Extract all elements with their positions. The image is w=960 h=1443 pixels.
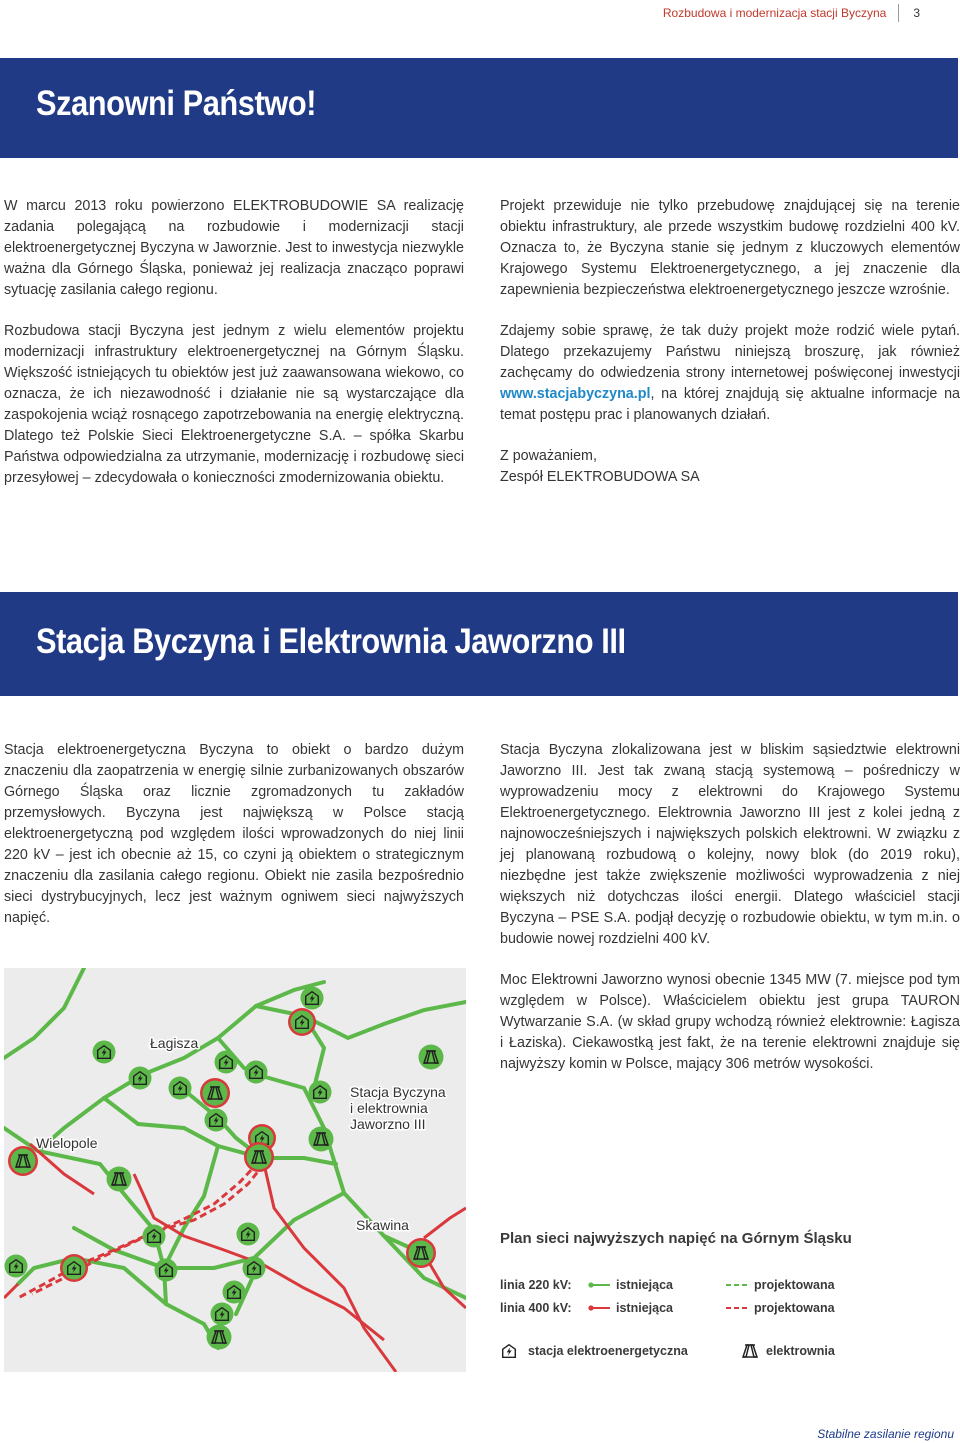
greeting-paragraph-1: W marcu 2013 roku powierzono ELEKTROBUDOWIE SA realizację zadania polegającą na rozbudowie i modernizacji stacji elektroenergetycznej Byczyna w Jaworznie. Jest to inwestycja niezwykle ważna dla Górnego Śląska, ponieważ jej realizacja znacząco poprawi sytuację zasilania całego regionu. [4,198,464,298]
legend-station-label: stacja elektroenergetyczna [528,1344,688,1358]
station-paragraph-3: Moc Elektrowni Jaworzno wynosi obecnie 1345 MW (7. miejsce pod tym względem w Polsce). Właścicielem obiektu jest grupa TAURON Wytwarzanie S.A. (w skład grupy wchodzą również elektrownie: Łagisza i Łaziska). Ciekawostką jest fakt, że na terenie elektrowni znajduje się najwyższy komin w Polsce, mający 306 metrów wysokości. [500,972,960,1072]
legend-row-400 [500,1296,960,1319]
lines-planned [18,1154,266,1298]
map-legend [500,1230,960,1361]
legend-line-400-existing [588,1305,610,1311]
legend-icons [500,1341,960,1361]
greeting-paragraph-2: Rozbudowa stacji Byczyna jest jednym z wielu elementów projektu modernizacji infrastruktury elektroenergetycznej na Górnym Śląsku. Większość istniejących tu obiektów jest już zaawansowana wiekowo, co oznacza, że ich niezawodność i działanie nie są wystarczające dla zaspokojenia wciąż rosnącego zapotrzebowania na energię elektryczną. Dlatego też Polskie Sieci Elektroenergetyczne S.A. – spółka Skarbu Państwa odpowiedzialna za utrzymanie, modernizację i rozbudowę sieci przesyłowej – zdecydowała o konieczności zmodernizowania obiektu. [4,323,464,486]
station-paragraph-2: Stacja Byczyna zlokalizowana jest w bliskim sąsiedztwie elektrowni Jaworzno III. Jest tak zwaną stacją systemową – pośredniczy w wyprowadzeniu mocy z elektrowni do Krajowego Systemu Elektroenergetycznego. Elektrownia Jaworzno III jest z kolei jedną z najnowocześniejszych i największych polskich elektrowni. W związku z jej planowaną rozbudową o kolejny, nowy blok (do 2019 roku), niezbędne jest także zwiększenie możliwości wyprowadzenia z niej większych niż dotychczas ilości energii. Dlatego właściciel stacji Byczyna – PSE S.A. podjął decyzję o rozbudowie obiektu, w tym m.in. o budowie nowej rozdzielni 400 kV. [500,742,960,947]
map-label-byczyna-2: i elektrownia [350,1100,428,1116]
legend-planned-220: projektowana [754,1277,835,1292]
section-title-greeting: Szanowni Państwo! [36,84,317,123]
section-title-station: Stacja Byczyna i Elektrownia Jaworzno III [36,622,626,661]
legend-label-400: linia 400 kV: [500,1300,572,1315]
legend-plant-label: elektrownia [766,1344,835,1358]
station-paragraph-1: Stacja elektroenergetyczna Byczyna to obiekt o bardzo dużym znaczeniu dla zaopatrzenia w energię silnie zurbanizowanych obszarów Górnego Śląska oraz licznie zgromadzonych tu zakładów przemysłowych. Byczyna jest największą w Polsce stacją elektroenergetyczną pod względem ilości wprowadzonych do niej linii 220 kV – jest ich obecnie aż 15, co czyni ją obiektem o strategicznym znaczeniu dla zasilania całego regionu. Obiekt nie zasila bezpośrednio sieci dystrybucyjnych, lecz jest ważnym ogniwem sieci najwyższych napięć. [4,742,464,926]
map-label-byczyna-3: Jaworzno III [350,1116,426,1132]
running-header [663,2,920,24]
legend-existing-220: istniejąca [616,1277,673,1292]
network-map [4,968,466,1372]
section-banner-station [0,592,958,696]
power-plant-icon [740,1341,760,1361]
header-divider [898,4,899,22]
text-run: Zdajemy sobie sprawę, że tak duży projekt może rodzić wiele pytań. Dlatego przekazujemy Państwu niniejszą broszurę, jak również zachęcamy do odwiedzenia strony internetowej poświęconej inwestycji [500,323,960,381]
legend-existing-400: istniejąca [616,1300,673,1315]
legend-line-220-planned [726,1282,748,1288]
station-right-column [500,740,960,1095]
running-title: Rozbudowa i modernizacja stacji Byczyna [662,6,887,20]
greeting-right-column [500,196,960,508]
station-icon [500,1342,518,1360]
station-left-column [4,740,464,949]
legend-line-220-existing [588,1282,610,1288]
greeting-paragraph-3: Projekt przewiduje nie tylko przebudowę znajdującej się na terenie obiektu infrastruktury, ale przede wszystkim budowę rozdzielni 400 kV. Oznacza to, że Byczyna stanie się jednym z kluczowych elementów Krajowego Systemu Elektroenergetycznego, a jej znaczenie dla zapewnienia bezpieczeństwa elektroenergetycznego jeszcze wzrośnie. [500,198,960,298]
legend-planned-400: projektowana [754,1300,835,1315]
legend-row-220 [500,1273,960,1296]
greeting-paragraph-4 [500,321,960,426]
greeting-left-column [4,196,464,509]
signature: Zespół ELEKTROBUDOWA SA [500,469,700,485]
map-label-byczyna-1: Stacja Byczyna [350,1084,446,1100]
page-number: 3 [913,6,920,20]
map-label-wielopole: Wielopole [36,1135,98,1151]
section-banner-greeting [0,58,958,158]
footer-tagline: Stabilne zasilanie regionu [817,1427,954,1441]
website-link[interactable]: www.stacjabyczyna.pl [500,386,651,402]
closing-line: Z poważaniem, [500,448,597,464]
legend-label-220: linia 220 kV: [500,1277,572,1292]
legend-line-400-planned [726,1305,748,1311]
map-label-lagisza: Łagisza [150,1035,199,1051]
network-map-svg [4,968,466,1372]
map-label-skawina: Skawina [356,1217,409,1233]
text-run: , na której znajdują się aktualne informacje na temat postępu prac i planowanych działań. [500,386,960,423]
legend-title: Plan sieci najwyższych napięć na Górnym Śląsku [500,1230,852,1247]
